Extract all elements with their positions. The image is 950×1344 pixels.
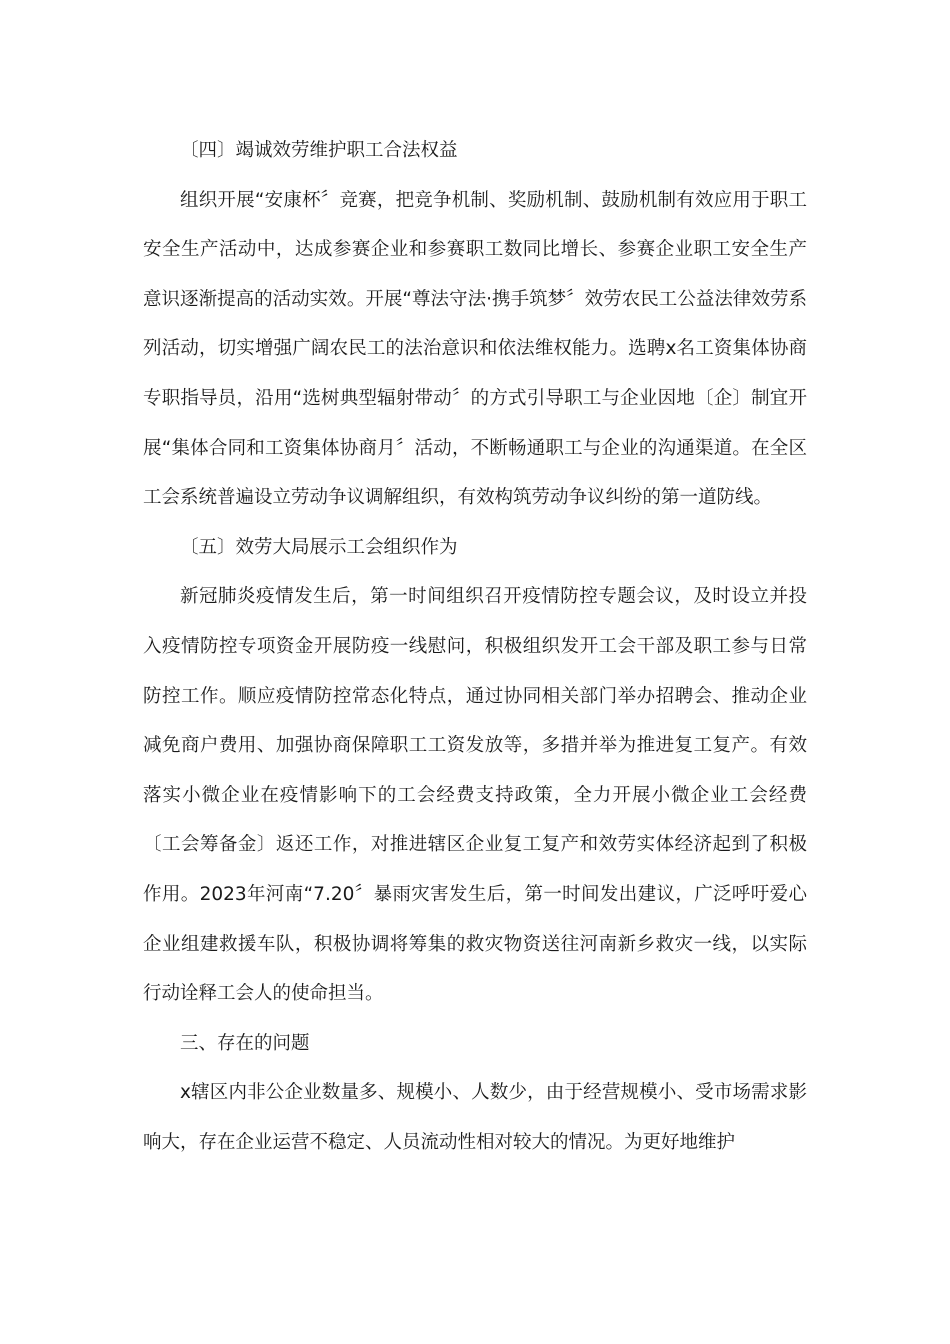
section-heading-problems: 三、存在的问题 (180, 1032, 310, 1054)
paragraph-epidemic-response: 新冠肺炎疫情发生后，第一时间组织召开疫情防控专题会议，及时设立并投入疫情防控专项资金开展防疫一线慰问，积极组织发开工会干部及职工参与日常防控工作。顺应疫情防控常态化特点，通过协同相关部门举办招聘会、推动企业减免商户费用、加强协商保障职工工资发放等，多措并举为推进复工复产。有效落实小微企业在疫情影响下的工会经费支持政策，全力开展小微企业工会经费〔工会筹备金〕返还工作，对推进辖区企业复工复产和效劳实体经济起到了积极作用。2023年河南“7.20〞暴雨灾害发生后，第一时间发出建议，广泛呼吁爱心企业组建救援车队，积极协调将筹集的救灾物资送往河南新乡救灾一线，以实际行动诠释工会人的使命担当。 (143, 586, 807, 1005)
paragraph-problems: x辖区内非公企业数量多、规模小、人数少，由于经营规模小、受市场需求影响大，存在企业运营不稳定、人员流动性相对较大的情况。为更好地维护 (143, 1082, 807, 1153)
section-heading-5: 〔五〕效劳大局展示工会组织作为 (180, 536, 458, 558)
paragraph-rights-protection: 组织开展“安康杯〞竞赛，把竞争机制、奖励机制、鼓励机制有效应用于职工安全生产活动中，达成参赛企业和参赛职工数同比增长、参赛企业职工安全生产意识逐渐提高的活动实效。开展“尊法守法·携手筑梦〞效劳农民工公益法律效劳系列活动，切实增强广阔农民工的法治意识和依法维权能力。选聘x名工资集体协商专职指导员，沿用“选树典型辐射带动〞的方式引导职工与企业因地〔企〕制宜开展“集体合同和工资集体协商月〞活动，不断畅通职工与企业的沟通渠道。在全区工会系统普遍设立劳动争议调解组织，有效构筑劳动争议纠纷的第一道防线。 (143, 189, 807, 509)
section-heading-4: 〔四〕竭诚效劳维护职工合法权益 (180, 140, 458, 161)
document-body (143, 126, 807, 1167)
